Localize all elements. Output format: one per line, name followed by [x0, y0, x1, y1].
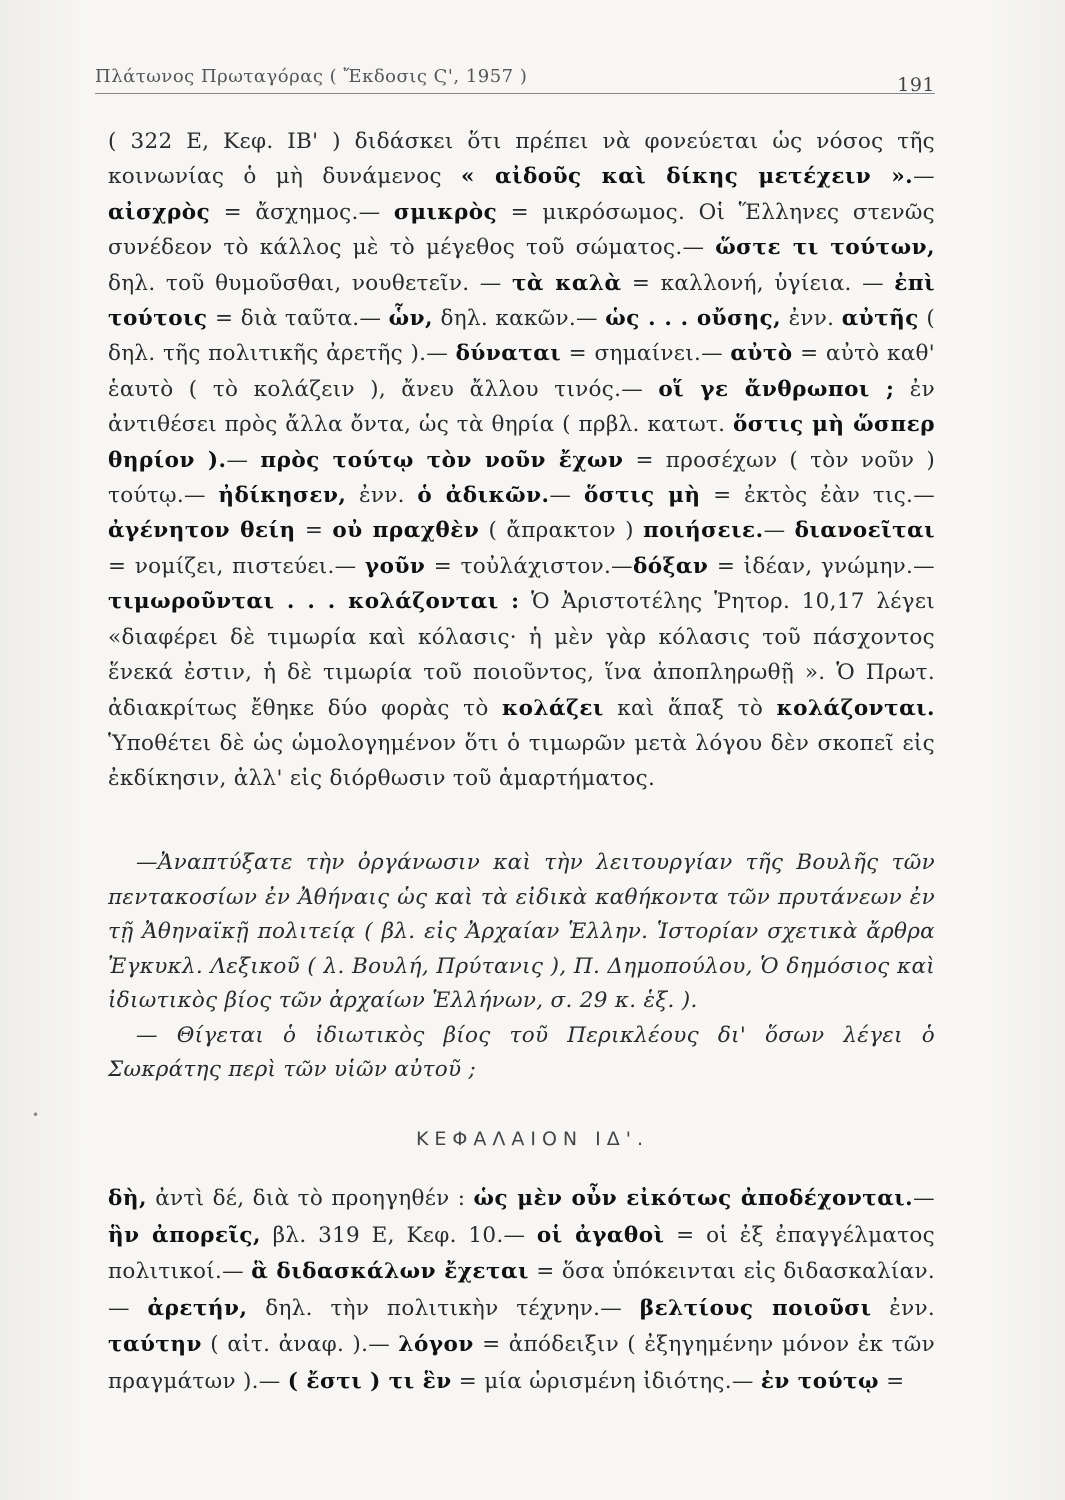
lemma-term: ποιήσειε.	[643, 518, 764, 544]
gloss-text: = προσέχων ( τὸν νοῦν ) τούτῳ.—	[108, 447, 936, 509]
lemma-term: ὅστις μὴ ὥσπερ θηρίον ).	[108, 412, 935, 473]
gloss-text: —	[763, 518, 795, 544]
gloss-text: = ἀπόδειξιν ( ἐξηγημένην μόνον ἐκ τῶν πραγμάτων ).—	[108, 1332, 935, 1394]
gloss-text: —	[549, 483, 584, 509]
gloss-text: = καλλονή, ὑγίεια. —	[621, 270, 895, 296]
running-header	[95, 66, 935, 94]
lemma-term: ὡς . . . οὔσης,	[605, 306, 782, 332]
question-2: — Θίγεται ὁ ἰδιωτικὸς βίος τοῦ Περικλέους δι' ὅσων λέγει ὁ Σωκράτης περὶ τῶν υἱῶν αὐτοῦ ;	[108, 1022, 935, 1082]
gloss-text: = σημαίνει.—	[561, 341, 731, 367]
lemma-term: αὐτὸ	[730, 341, 793, 367]
commentary-paragraph	[108, 124, 935, 797]
running-title: Πλάτωνος Πρωταγόρας ( Ἔκδοσις Ϛ', 1957 )	[95, 66, 528, 87]
lemma-term: ὡς μὲν οὖν εἰκότως ἀποδέχονται.	[473, 1186, 914, 1211]
gloss-text: ἀντὶ δέ, διὰ τὸ προηγηθέν :	[146, 1186, 474, 1211]
question-1: —Ἀναπτύξατε τὴν ὀργάνωσιν καὶ τὴν λειτουργίαν τῆς Βουλῆς τῶν πεντακοσίων ἐν Ἀθήναις ὡς καὶ τὰ εἰδικὰ καθήκοντα τῶν πρυτάνεων ἐν τῇ Ἀθηναϊκῇ πολιτείᾳ ( βλ. εἰς Ἀρχαίαν Ἑλλην. Ἱστορίαν σχετικὰ ἄρθρα Ἐγκυκλ. Λεξικοῦ ( λ. Βουλή, Πρύτανις ), Π. Δημοπούλου, Ὁ δημόσιος καὶ ἰδιωτικὸς βίος τῶν ἀρχαίων Ἑλλήνων, σ. 29 κ. ἑξ. ).	[108, 850, 935, 1013]
lemma-term: τὰ καλὰ	[511, 270, 622, 296]
study-questions	[108, 846, 935, 1088]
lemma-term: ( ἔστι ) τι ἓν	[287, 1368, 452, 1394]
lemma-term: δύναται	[455, 341, 562, 367]
gloss-text: ( δηλ. τῆς πολιτικῆς ἀρετῆς ).—	[108, 306, 936, 367]
lemma-term: οὐ πραχθὲν	[332, 518, 480, 544]
lemma-term: ὅστις μὴ	[583, 483, 701, 509]
gloss-text: = τοὐλάχιστον.—	[425, 553, 633, 579]
lemma-term: σμικρὸς	[393, 199, 498, 225]
gloss-text: δηλ. τοῦ θυμοῦσθαι, νουθετεῖν. —	[108, 270, 512, 296]
lemma-term: ὧν,	[388, 306, 434, 332]
lemma-term: ἐν τούτῳ	[760, 1368, 879, 1394]
lemma-term: γοῦν	[364, 553, 426, 579]
lemma-term: διανοεῖται	[794, 518, 936, 544]
chapter-heading: ΚΕΦΑΛΑΙΟΝ ΙΔ'.	[415, 1128, 650, 1150]
lemma-term: ταύτην	[108, 1332, 202, 1357]
gloss-text: = οἱ ἐξ ἐπαγγέλματος πολιτικοί.—	[108, 1222, 935, 1284]
chapter-commentary-paragraph	[108, 1181, 935, 1400]
gloss-text: = μία ὡρισμένη ἰδιότης.—	[451, 1368, 761, 1394]
gloss-text: ἐνν.	[346, 483, 418, 509]
lemma-term: αὐτῆς	[841, 306, 919, 332]
lemma-term: κολάζονται.	[776, 695, 935, 721]
gloss-text: = νομίζει, πιστεύει.—	[108, 553, 365, 579]
lemma-term: ἀρετήν,	[147, 1295, 248, 1321]
lemma-term: κολάζει	[502, 695, 604, 721]
lemma-term: οἱ ἀγαθοὶ	[536, 1222, 665, 1248]
lemma-term: πρὸς τούτῳ τὸν νοῦν ἔχων	[260, 447, 624, 473]
gloss-text: = ἄσχημος.—	[210, 199, 394, 225]
gloss-text: —	[226, 447, 261, 473]
gloss-text: ἐν ἀντιθέσει πρὸς ἄλλα ὄντα, ὡς τὰ θηρία ( πρβλ. κατωτ.	[108, 376, 936, 438]
gloss-text: = ἰδέαν, γνώμην.—	[708, 553, 935, 579]
gloss-text: δηλ. τὴν πολιτικὴν τέχνην.—	[247, 1295, 640, 1321]
gloss-text: =	[878, 1368, 905, 1394]
gloss-text: ἐνν.	[781, 306, 842, 332]
gloss-text: ἐνν.	[871, 1295, 935, 1321]
gloss-text: = αὐτὸ καθ' ἑαυτὸ ( τὸ κολάζειν ), ἄνευ ἄλλου τινός.—	[108, 341, 935, 402]
gloss-text: Ὁ Ἀριστοτέλης Ῥητορ. 10,17 λέγει «διαφέρει δὲ τιμωρία καὶ κόλασις· ἡ μὲν γὰρ κόλασις τοῦ πάσχοντος ἕνεκά ἐστιν, ἡ δὲ τιμωρία τοῦ ποιοῦντος, ἵνα ἀποπληρωθῇ ». Ὁ Πρωτ. ἀδιακρίτως ἔθηκε δύο φορὰς τὸ	[108, 589, 935, 721]
gloss-text: Ὑποθέτει δὲ ὡς ὡμολογημένον ὅτι ὁ τιμωρῶν μετὰ λόγου δὲν σκοπεῖ εἰς ἐκδίκησιν, ἀλλ' εἰς διόρθωσιν τοῦ ἁμαρτήματος.	[108, 730, 935, 792]
lemma-term: ἣν ἀπορεῖς,	[108, 1222, 262, 1248]
gloss-text: —	[913, 164, 935, 190]
gloss-text: καὶ ἅπαξ τὸ	[603, 695, 777, 721]
lemma-term: λόγον	[398, 1332, 474, 1357]
lemma-term: ἠδίκησεν,	[218, 483, 347, 509]
lemma-term: ὥστε τι τούτων,	[715, 235, 936, 261]
gloss-text: = μικρόσωμος. Οἱ Ἕλληνες στενῶς συνέδεον τὸ κάλλος μὲ τὸ μέγεθος τοῦ σώματος.—	[108, 199, 935, 261]
lemma-term: αἰσχρὸς	[108, 199, 211, 225]
margin-mark: •	[32, 1108, 40, 1122]
lemma-term: ὁ ἀδικῶν.	[417, 483, 550, 509]
gloss-text: = ἐκτὸς ἐὰν τις.—	[700, 483, 935, 509]
lemma-term: « αἰδοῦς καὶ δίκης μετέχειν ».	[461, 164, 914, 190]
lemma-term: ἐπὶ τούτοις	[108, 270, 935, 332]
lemma-term: δόξαν	[632, 553, 709, 579]
lemma-term: τιμωροῦνται . . . κολάζονται :	[108, 589, 520, 615]
lemma-term: βελτίους ποιοῦσι	[639, 1295, 872, 1321]
gloss-text: ( ἄπρακτον )	[479, 518, 644, 544]
gloss-text: ( αἰτ. ἀναφ. ).—	[201, 1332, 399, 1357]
gloss-text: δηλ. κακῶν.—	[433, 306, 606, 332]
page-number: 191	[897, 74, 935, 96]
lemma-term: ἃ διδασκάλων ἔχεται	[251, 1259, 529, 1284]
lemma-term: ἀγένητον θείη	[108, 518, 296, 544]
gloss-text: ( 322 Ε, Κεφ. ΙΒ' ) διδάσκει ὅτι πρέπει νὰ φονεύεται ὡς νόσος τῆς κοινωνίας ὁ μὴ δυνάμενος	[108, 129, 935, 190]
lemma-term: οἵ γε ἄνθρωποι ;	[658, 376, 895, 402]
gloss-text: =	[295, 518, 333, 544]
gloss-text: = διὰ ταῦτα.—	[207, 306, 389, 332]
gloss-text: = ὅσα ὑπόκεινται εἰς διδασκαλίαν.—	[108, 1259, 935, 1321]
lemma-term: δὴ,	[108, 1186, 147, 1211]
gloss-text: βλ. 319 Ε, Κεφ. 10.—	[261, 1222, 537, 1248]
gloss-text: —	[913, 1186, 935, 1211]
